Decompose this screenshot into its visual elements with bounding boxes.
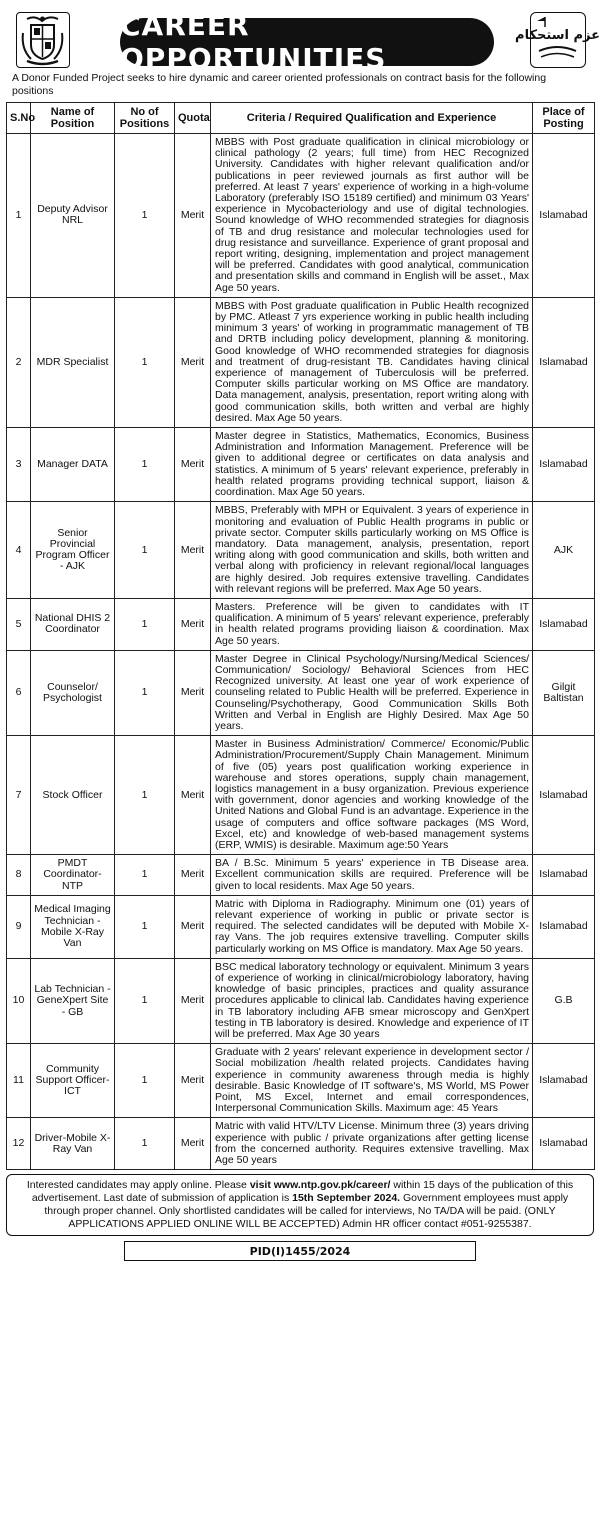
sno-cell: 9 — [7, 895, 31, 958]
header-place: Place of Posting — [533, 103, 595, 134]
positions-table — [6, 102, 595, 1170]
position-name-cell: Deputy Advisor NRL — [31, 134, 115, 298]
table-row — [7, 1044, 595, 1118]
positions-count-cell: 1 — [115, 855, 175, 896]
position-name-cell: Community Support Officer- ICT — [31, 1044, 115, 1118]
quota-cell: Merit — [175, 598, 211, 650]
criteria-cell: Graduate with 2 years' relevant experience in development sector / Social mobilization /health related projects. Candidates having experience in community awareness through media is highly desirable. Basic Knowledge of IT software's, MS World, MS Power Point, MS Excel, Internet and email correspondences, Interpersonal Communication Skills. Maximum age: 45 Years — [211, 1044, 533, 1118]
header — [6, 8, 600, 75]
table-row — [7, 134, 595, 298]
intro-text: A Donor Funded Project seeks to hire dynamic and career oriented professionals on contract basis for the following positions — [12, 72, 547, 97]
place-cell: Islamabad — [533, 736, 595, 855]
instructions-text-1: Interested candidates may apply online. Please — [26, 1179, 250, 1192]
sno-cell: 10 — [7, 958, 31, 1043]
header-quota: Quota — [175, 103, 211, 134]
quota-cell: Merit — [175, 297, 211, 427]
instructions-text-2: within 15 days of the publication of this advertisement. Last date of submission of application is — [31, 1179, 574, 1205]
table-row — [7, 650, 595, 735]
criteria-cell: Master Degree in Clinical Psychology/Nursing/Medical Sciences/ Communication/ Sociology/ Behavioral Sciences from HEC Recognized university. At least one year of work experience of counseling related to Public Health will be preferred. Experience in Counseling/Psychotherapy, Good Communication Skills Both Written and Verbal in English are Highly Desired. Max Age 50 years. — [211, 650, 533, 735]
place-cell: Islamabad — [533, 1044, 595, 1118]
positions-count-cell: 1 — [115, 428, 175, 502]
header-sno: S.No — [7, 103, 31, 134]
sno-cell: 5 — [7, 598, 31, 650]
table-header-row — [7, 103, 595, 134]
quota-cell: Merit — [175, 650, 211, 735]
quota-cell: Merit — [175, 895, 211, 958]
sno-cell: 12 — [7, 1118, 31, 1170]
place-cell: AJK — [533, 502, 595, 599]
position-name-cell: MDR Specialist — [31, 297, 115, 427]
criteria-cell: Master in Business Administration/ Commerce/ Economic/Public Administration/Procurement/Supply Chain Management. Minimum of five (05) years post qualification working experience in warehouse and stores operations, supply chain management, logistics management in a busy organization. Previous experience with government, donor agencies and working knowledge of the United Nations and Global Fund is an advantage. Experience in the usage of computers and office software packages (MS Word, Excel, etc) and knowledge of web-based management systems (ERP, WMIS) is desirable. Maximum age:50 Years — [211, 736, 533, 855]
table-row — [7, 297, 595, 427]
criteria-cell: Matric with valid HTV/LTV License. Minimum three (3) years driving experience with public / private organizations after getting license from the concerned authority. Requires extensive travelling. Max Age 50 years — [211, 1118, 533, 1170]
criteria-cell: Masters. Preference will be given to candidates with IT qualification. A minimum of 5 years' relevant experience, preferably in health related programs providing liaison & coordination. Max Age 50 years. — [211, 598, 533, 650]
table-row — [7, 502, 595, 599]
table-row — [7, 1118, 595, 1170]
criteria-cell: MBBS with Post graduate qualification in Public Health recognized by PMC. Atleast 7 yrs experience working in public health including minimum 3 years' of working in programmatic management of TB and DRTB including policy development, planning & monitoring. Good knowledge of WHO recommended strategies for diagnosis and treatment of drug-resistant TB. Candidates having clinical experience of management of Tuberculosis will be preferred. Computer skills particular working on MS Office are mandatory. Data management, analysis, presentation, report writing along with good communication skills, both written and verbal are highly desired. Max Age 50 years. — [211, 297, 533, 427]
career-link[interactable]: visit www.ntp.gov.pk/career/ — [249, 1179, 391, 1192]
place-cell: Islamabad — [533, 428, 595, 502]
criteria-cell: Matric with Diploma in Radiography. Minimum one (01) years of relevant experience of working in public or private sector is required. The selected candidates will be deputed with Mobile X- ray Vans. The job requires extensive travelling. Computer skills particularly working on MS Office is mandatory. Max Age 50 years. — [211, 895, 533, 958]
position-name-cell: Senior Provincial Program Officer - AJK — [31, 502, 115, 599]
position-name-cell: PMDT Coordinator- NTP — [31, 855, 115, 896]
sno-cell: 4 — [7, 502, 31, 599]
place-cell: Islamabad — [533, 598, 595, 650]
criteria-cell: MBBS, Preferably with MPH or Equivalent. 3 years of experience in monitoring and evaluation of Public Health programs in public or private sector. Computer skills particularly working on MS Office is mandatory. Data management, analysis, presentation, report writing along with good communication and skills, both written and verbal along with proficiency in relevant regional/local languages are highly desired. Job requires extensive travelling. Candidates with relevant regions will be preferred. Max Age 50 years. — [211, 502, 533, 599]
positions-count-cell: 1 — [115, 134, 175, 298]
position-name-cell: Manager DATA — [31, 428, 115, 502]
positions-count-cell: 1 — [115, 895, 175, 958]
positions-count-cell: 1 — [115, 297, 175, 427]
table-row — [7, 598, 595, 650]
position-name-cell: Counselor/ Psychologist — [31, 650, 115, 735]
state-emblem-icon — [16, 12, 70, 68]
criteria-cell: MBBS with Post graduate qualification in clinical microbiology or clinical pathology (2 years; full time) from HEC Recognized University. Candidates with higher relevant qualification and/or publications in peer reviewed journals as first author will be preferred. At least 7 years' experience of working in a high-volume Laboratory (preferably ISO 15189 certified) and minimum 03 Years' experience in Mycobacteriology and use of digital technologies. Sound knowledge of WHO recommended strategies for diagnosis of TB and drug resistance and molecular technologies used for drug resistance and surveillance. Experience of grant proposal and report writing, designing, implementation and project management will be preferred. Candidates with good analytical, communication and presentation skills and command in English will be asset., Max Age 50 years. — [211, 134, 533, 298]
page-title: CAREER OPPORTUNITIES — [120, 18, 494, 66]
positions-count-cell: 1 — [115, 502, 175, 599]
pid-number: PID(I)1455/2024 — [124, 1241, 476, 1261]
place-cell: G.B — [533, 958, 595, 1043]
place-cell: Islamabad — [533, 297, 595, 427]
sno-cell: 8 — [7, 855, 31, 896]
quota-cell: Merit — [175, 428, 211, 502]
table-row — [7, 958, 595, 1043]
sno-cell: 6 — [7, 650, 31, 735]
position-name-cell: Lab Technician - GeneXpert Site - GB — [31, 958, 115, 1043]
sno-cell: 1 — [7, 134, 31, 298]
deadline-date: 15th September 2024. — [292, 1192, 401, 1205]
table-row — [7, 895, 595, 958]
header-criteria: Criteria / Required Qualification and Experience — [211, 103, 533, 134]
application-instructions — [6, 1174, 594, 1236]
place-cell: Islamabad — [533, 895, 595, 958]
criteria-cell: BSC medical laboratory technology or equivalent. Minimum 3 years of experience of working in clinical/microbiology laboratory, having knowledge of basic principles, practices and quality assurance procedures applicable to clinical lab. Candidates having experience in TB laboratory including AFB smear microscopy and GenXpert testing in TB laboratory is desired. Knowledge and experience of IT will be preferred. Max Age 30 years — [211, 958, 533, 1043]
positions-count-cell: 1 — [115, 958, 175, 1043]
azm-e-istehkam-logo — [515, 12, 600, 68]
table-row — [7, 855, 595, 896]
header-no-positions: No of Positions — [115, 103, 175, 134]
position-name-cell: Medical Imaging Technician - Mobile X-Ray Van — [31, 895, 115, 958]
positions-count-cell: 1 — [115, 736, 175, 855]
sno-cell: 2 — [7, 297, 31, 427]
positions-count-cell: 1 — [115, 598, 175, 650]
criteria-cell: Master degree in Statistics, Mathematics, Economics, Business Administration and Information Management. Preference will be given to additional degree or certificates on data analysis and statistics. A minimum of 5 years' relevant experience, preferably in health related programs providing technical support, liaison & coordination. Max Age 50 years. — [211, 428, 533, 502]
position-name-cell: Stock Officer — [31, 736, 115, 855]
sno-cell: 7 — [7, 736, 31, 855]
quota-cell: Merit — [175, 958, 211, 1043]
place-cell: Islamabad — [533, 1118, 595, 1170]
sno-cell: 11 — [7, 1044, 31, 1118]
criteria-cell: BA / B.Sc. Minimum 5 years' experience in TB Disease area. Excellent communication skills are required. Preference will be given to local residents. Max Age 50 years. — [211, 855, 533, 896]
quota-cell: Merit — [175, 736, 211, 855]
quota-cell: Merit — [175, 855, 211, 896]
place-cell: Islamabad — [533, 134, 595, 298]
place-cell: Gilgit Baltistan — [533, 650, 595, 735]
instructions-text-3: Government employees must apply through proper channel. Only shortlisted candidates will be called for interviews, No TA/DA will be paid. (ONLY APPLICATIONS APPLIED ONLINE WILL BE ACCEPTED) Admin HR officer contact #051-9255387. — [44, 1192, 569, 1231]
quota-cell: Merit — [175, 1118, 211, 1170]
table-row — [7, 428, 595, 502]
header-name: Name of Position — [31, 103, 115, 134]
quota-cell: Merit — [175, 502, 211, 599]
sno-cell: 3 — [7, 428, 31, 502]
positions-count-cell: 1 — [115, 1044, 175, 1118]
quota-cell: Merit — [175, 134, 211, 298]
place-cell: Islamabad — [533, 855, 595, 896]
positions-count-cell: 1 — [115, 1118, 175, 1170]
logo-text: عزم استحکام — [515, 28, 600, 43]
positions-count-cell: 1 — [115, 650, 175, 735]
quota-cell: Merit — [175, 1044, 211, 1118]
table-row — [7, 736, 595, 855]
position-name-cell: Driver-Mobile X- Ray Van — [31, 1118, 115, 1170]
position-name-cell: National DHIS 2 Coordinator — [31, 598, 115, 650]
